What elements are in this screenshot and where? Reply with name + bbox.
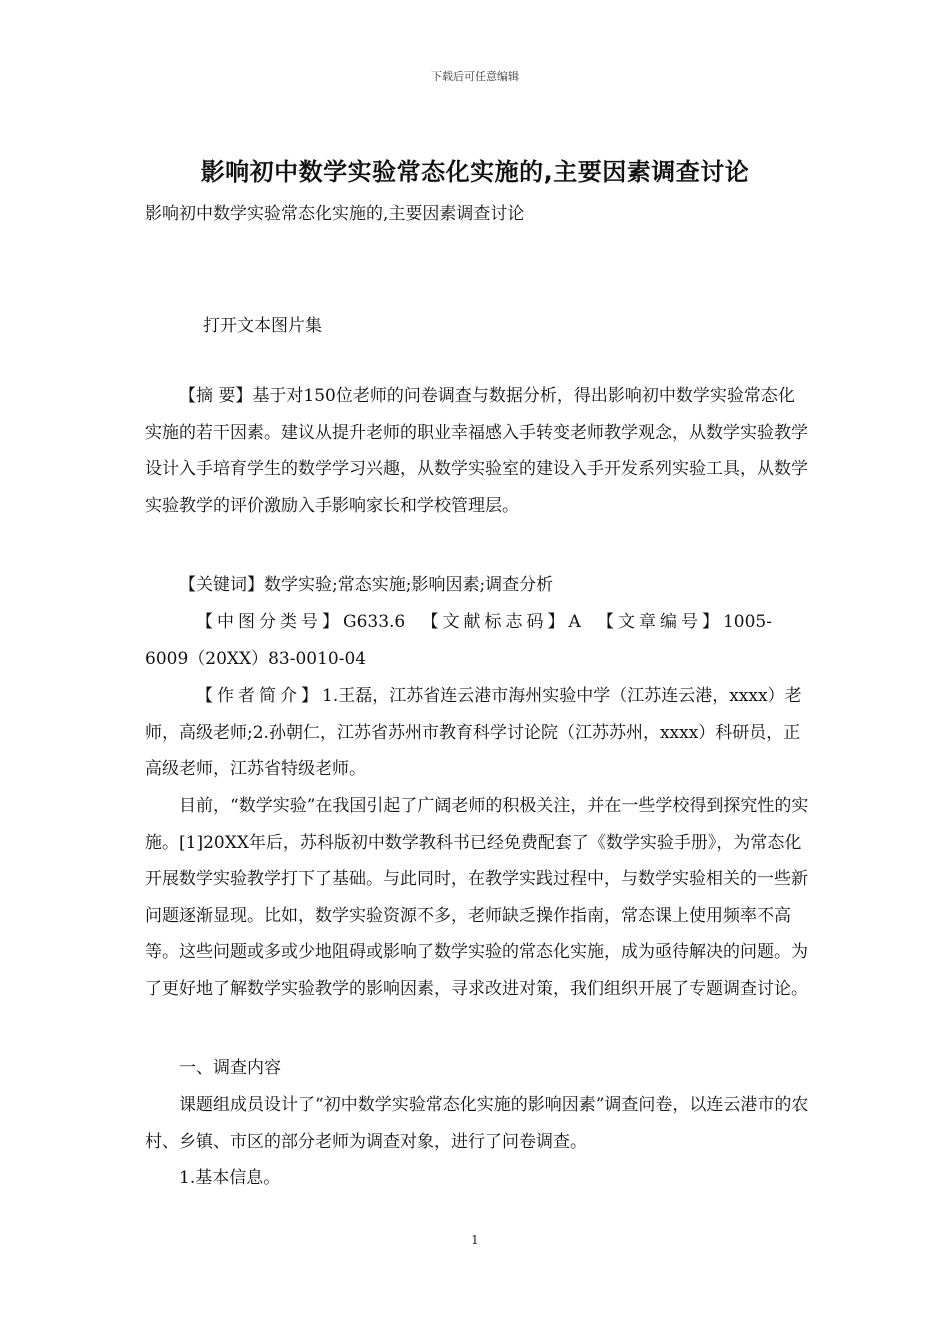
author-paragraph — [145, 678, 810, 788]
header-note: 下载后可任意编辑 — [431, 70, 519, 83]
subsection-heading: 1.基本信息。 — [179, 1168, 281, 1188]
section-paragraph: 课题组成员设计了“初中数学实验常态化实施的影响因素”调查问卷，以连云港市的农村、乡镇、市区的部分老师为调查对象，进行了问卷调查。 — [145, 1095, 809, 1152]
clc-label: 【中图分类号】 — [196, 612, 343, 632]
open-images-link[interactable]: 打开文本图片集 — [203, 316, 322, 336]
abstract-paragraph — [145, 378, 810, 524]
classification-paragraph — [145, 604, 810, 677]
doc-code-label: 【文献标志码】 — [421, 612, 569, 632]
author-label: 【作者简介】 — [196, 686, 322, 706]
article-number-value: 1005-6009（20XX）83-0010-04 — [145, 612, 772, 669]
subtitle: 影响初中数学实验常态化实施的,主要因素调查讨论 — [145, 204, 525, 224]
abstract-label: 【摘 要】 — [179, 386, 253, 406]
article-number-label: 【文章编号】 — [596, 612, 723, 632]
keywords-label: 【关键词】 — [179, 575, 264, 595]
intro-paragraph: 目前，“数学实验”在我国引起了广阔老师的积极关注，并在一些学校得到探究性的实施。[1]20XX年后，苏科版初中数学教科书已经免费配套了《数学实验手册》，为常态化开展数学实验教学打下了基础。与此同时，在教学实践过程中，与数学实验相关的一些新问题逐渐显现。比如，数学实验资源不多，老师缺乏操作指南，常态课上使用频率不高等。这些问题或多或少地阻碍或影响了数学实验的常态化实施，成为亟待解决的问题。为了更好地了解数学实验教学的影响因素，寻求改进对策，我们组织开展了专题调查讨论。 — [145, 796, 809, 999]
abstract-text: 基于对150位老师的问卷调查与数据分析，得出影响初中数学实验常态化实施的若干因素。建议从提升老师的职业幸福感入手转变老师教学观念，从数学实验教学设计入手培育学生的数学学习兴趣，从数学实验室的建设入手开发系列实验工具，从数学实验教学的评价激励入手影响家长和学校管理层。 — [145, 386, 808, 516]
clc-value: G633.6 — [343, 612, 406, 632]
doc-code-value: A — [568, 612, 581, 632]
author-text: 1.王磊，江苏省连云港市海州实验中学（江苏连云港，xxxx）老师，高级老师;2.孙朝仁，江苏省苏州市教育科学讨论院（江苏苏州，xxxx）科研员，正高级老师，江苏省特级老师。 — [145, 686, 802, 779]
keywords-text: 数学实验;常态实施;影响因素;调查分析 — [264, 575, 554, 595]
page-number: 1 — [471, 1233, 479, 1247]
section-heading: 一、调查内容 — [179, 1058, 281, 1078]
keywords-paragraph — [145, 567, 810, 604]
page-title: 影响初中数学实验常态化实施的,主要因素调查讨论 — [200, 158, 750, 186]
